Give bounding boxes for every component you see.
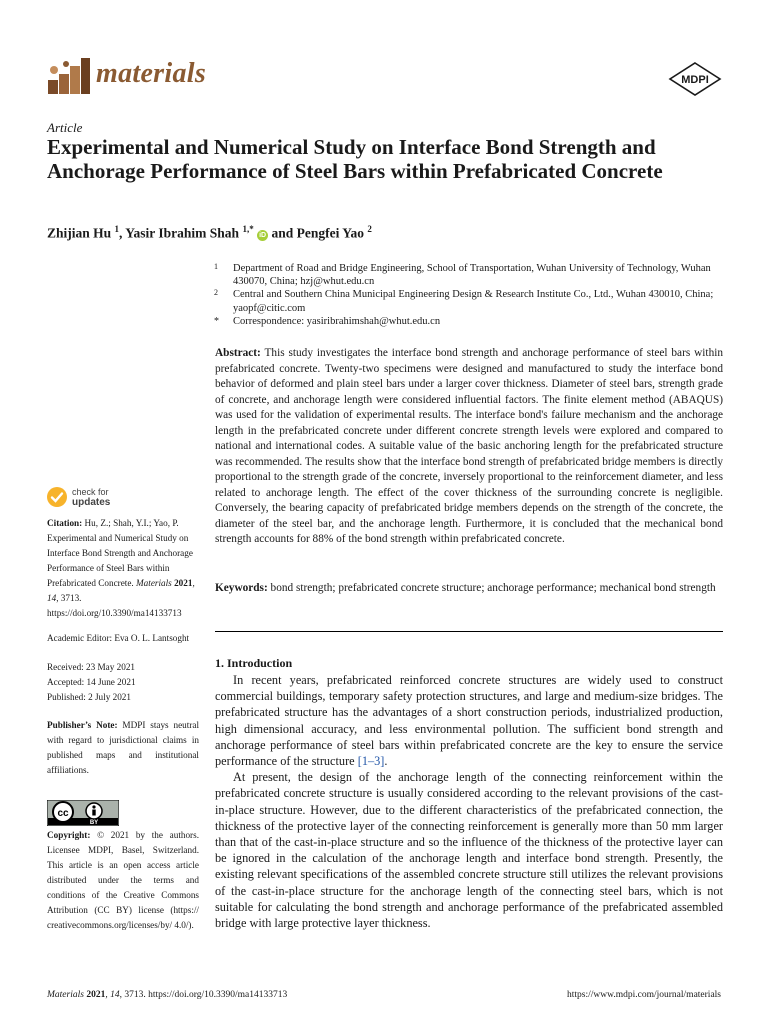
affiliation-item [214, 315, 724, 328]
keywords [215, 581, 723, 597]
copyright-label: Copyright: [47, 830, 91, 840]
article-title: Experimental and Numerical Study on Interface Bond Strength and Anchorage Performance of Steel Bars within Prefabricated Concrete [47, 135, 663, 183]
section-heading: 1. Introduction [215, 656, 293, 670]
citation [47, 516, 199, 621]
affiliation-mark: 2 [214, 288, 218, 298]
footer-citation [47, 990, 287, 1000]
reference-link[interactable]: [1–3] [357, 754, 385, 769]
journal-name: materials [96, 58, 207, 89]
journal-logo-icon [46, 56, 92, 96]
check-updates-line1: check for [72, 487, 109, 497]
abstract-text: This study investigates the interface bond strength and anchorage performance of steel bars within prefabricated concrete. Twenty-two specimens were designed and manufactured to study the interface bond behavior of deformed and plain steel bars under a larger cover thickness. Diameter of steel bars, strength grade of concrete, and anchorage length were considered influential factors. The finite element method (ABAQUS) was used for the validation of experimental results. The interface bond's failure mechanism and the anchorage length in the prefabricated concrete under different concrete strength levels were explored and compared to national and international codes. A suitable value of the basic anchoring length for the prefabricated structure was recommended. The results show that the interface bond strength of prefabricated bridge members is directly proportional to the strength grade of the concrete, inversely proportional to the reinforcement diameter, and less related to anchorage length. The effect of the cover thickness of the surrounding concrete is negligible. Conversely, the bearing capacity of prefabricated bridge members depends on the strength of the concrete, the diameter of the steel bar, and the anchorage length. Furthermore, it is concluded that the mechanical bond strength accounts for 88% of the bond strength within prefabricated concrete. [215, 347, 723, 545]
footer-volume: , 14 [105, 990, 120, 1000]
affiliation-text: Central and Southern China Municipal Engineering Design & Research Institute Co., Ltd., Wuhan 430010, China; yaopf@citic.com [233, 289, 714, 314]
check-updates-icon [46, 486, 68, 508]
affiliation-mark: * [214, 315, 219, 327]
citation-doi[interactable]: , 3713. https://doi.org/10.3390/ma14133713 [47, 593, 182, 618]
author-name[interactable]: Yasir Ibrahim Shah [125, 225, 240, 241]
citation-text: Hu, Z.; Shah, Y.I.; Yao, P. Experimental and Numerical Study on Interface Bond Strength and Anchorage Performance of Steel Bars within Prefabricated Concrete. [47, 518, 193, 588]
cc-by-license-icon[interactable] [47, 800, 119, 826]
introduction-body [215, 672, 723, 931]
orcid-icon[interactable]: iD [259, 231, 267, 239]
author-affiliation-mark: 1 [114, 224, 120, 234]
paragraph-text: In recent years, prefabricated reinforced concrete structures are widely used to construct commercial buildings, temporary safety protection structures, and large and medium-size bridges. The prefabricated structure has the advantages of a short construction periods, industrialized production, high dimensional accuracy, and less environmental pollution. The sufficient bond strength and anchorage performance of steel bars within prefabricated concrete are the key to ensure the service performance of the structure [215, 673, 723, 769]
section-divider [215, 631, 723, 632]
received-date: Received: 23 May 2021 [47, 662, 136, 672]
author-affiliation-mark: 2 [367, 224, 372, 234]
paragraph [215, 672, 723, 769]
footer-journal: Materials [47, 990, 84, 1000]
keywords-label: Keywords: [215, 582, 268, 594]
check-updates-line2: updates [72, 497, 111, 508]
author-separator: and [268, 225, 297, 241]
publisher-note-label: Publisher’s Note: [47, 720, 118, 730]
accepted-date: Accepted: 14 June 2021 [47, 677, 136, 687]
published-date: Published: 2 July 2021 [47, 692, 131, 702]
correspondence-text: Correspondence: yasiribrahimshah@whut.edu.cn [233, 315, 441, 327]
author-name[interactable]: Pengfei Yao [296, 225, 364, 241]
author-list [47, 224, 372, 242]
keywords-text: bond strength; prefabricated concrete structure; anchorage performance; mechanical bond strength [270, 582, 716, 594]
affiliation-item [214, 262, 724, 288]
check-for-updates-button[interactable] [46, 486, 166, 512]
abstract [215, 346, 723, 548]
paragraph-text: At present, the design of the anchorage length of the connecting reinforcement within the prefabricated concrete structure is usually considered according to the relevant provisions of the cast-in-place structure. However, due to the different characteristics of the prefabricated connection, the thickness of the protective layer of the connecting reinforcement is generally more than 50 mm larger than that of the cast-in-place structure and so the influence of the thickness of the protective layer can be ignored in the calculation of the anchorage length and interface bond strength. Presently, the existing relevant specifications of the assembled concrete structure still utilizes the relevant provisions of the cast-in-place structure for the anchorage length of the connecting steel bars, which is not suitable for calculating the bond strength and anchorage performance of the prefabricated assembled bridge with large protective layer thickness. [215, 770, 723, 931]
affiliation-text: Department of Road and Bridge Engineering, School of Transportation, Wuhan University of Technology, Wuhan 430070, China; hzj@whut.edu.cn [233, 263, 711, 288]
copyright-text: © 2021 by the authors. Licensee MDPI, Basel, Switzerland. This article is an open access article distributed under the terms and conditions of the Creative Commons Attribution (CC BY) license (https:// creativecommons.org/licenses/by/ 4.0/). [47, 830, 199, 930]
citation-volume: , 14 [47, 578, 195, 603]
abstract-label: Abstract: [215, 347, 261, 359]
cc-badge-label: BY [89, 820, 99, 826]
author-name[interactable]: Zhijian Hu [47, 225, 112, 241]
author-affiliation-mark: 1,* [242, 224, 254, 234]
citation-journal: Materials [136, 578, 172, 588]
affiliation-mark: 1 [214, 262, 218, 271]
author-separator: , [119, 225, 126, 241]
citation-year: 2021 [171, 578, 193, 588]
paragraph [215, 769, 723, 931]
publisher-note-text: MDPI stays neutral with regard to jurisdictional claims in published maps and institutional affiliations. [47, 720, 199, 775]
affiliation-item [214, 288, 724, 314]
article-dates [47, 660, 199, 705]
mdpi-logo-icon [668, 62, 722, 96]
footer-journal-url[interactable]: https://www.mdpi.com/journal/materials [567, 990, 721, 1000]
footer-doi[interactable]: , 3713. https://doi.org/10.3390/ma14133713 [119, 990, 288, 1000]
svg-text:cc: cc [57, 808, 69, 819]
publisher-name: MDPI [681, 74, 709, 86]
academic-editor: Academic Editor: Eva O. L. Lantsoght [47, 633, 190, 643]
affiliations [214, 262, 724, 328]
footer-year: 2021 [83, 990, 106, 1000]
article-type: Article [47, 120, 83, 135]
paragraph-text: . [384, 754, 388, 769]
copyright-notice [47, 828, 199, 933]
publisher-note [47, 718, 199, 778]
citation-label: Citation: [47, 518, 83, 528]
